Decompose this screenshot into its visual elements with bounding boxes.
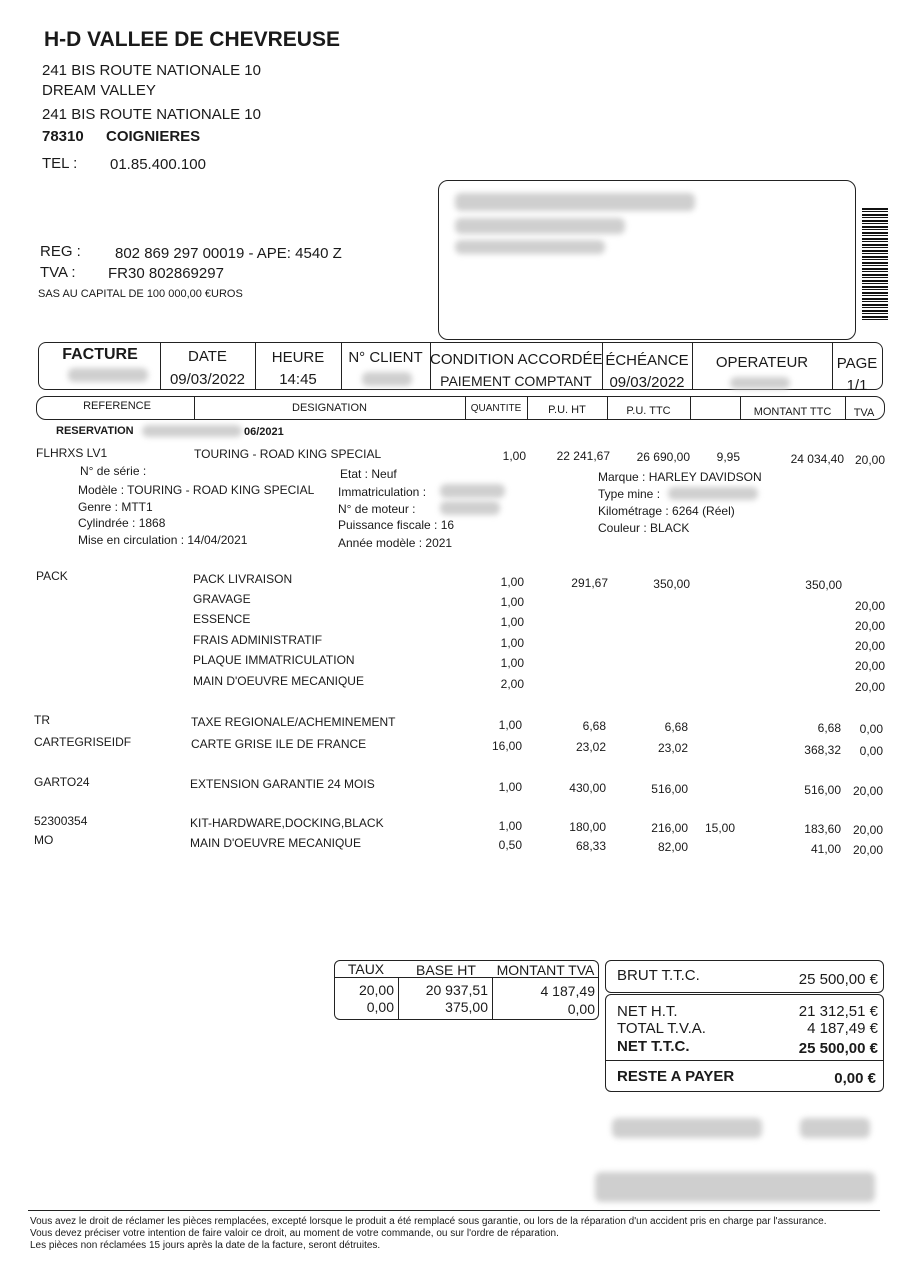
company-city: COIGNIERES <box>106 128 201 145</box>
reg-value: 802 869 297 00019 - APE: 4540 Z <box>115 245 342 262</box>
brut-value: 25 500,00 € <box>798 971 878 988</box>
pack-line-qty: 1,00 <box>500 615 524 629</box>
row-qty: 1,00 <box>498 780 522 794</box>
pack-line-qty: 1,00 <box>500 656 524 670</box>
echeance-label: ÉCHÉANCE <box>605 352 689 369</box>
condition-value: PAIEMENT COMPTANT <box>440 373 592 389</box>
net-ttc-value: 25 500,00 € <box>798 1040 878 1057</box>
vehicle-genre: Genre : MTT1 <box>78 500 153 514</box>
redacted-client-number <box>362 372 412 386</box>
reste-a-payer-value: 0,00 € <box>834 1070 876 1087</box>
company-name: H-D VALLEE DE CHEVREUSE <box>44 28 340 51</box>
row-pu-ht: 68,33 <box>575 839 606 853</box>
col-designation: DESIGNATION <box>292 402 367 414</box>
vehicle-marque: Marque : HARLEY DAVIDSON <box>598 470 762 484</box>
vehicle-montant: 24 034,40 <box>790 452 844 466</box>
redacted-payment-details <box>595 1172 875 1202</box>
tva-label: TVA : <box>40 264 76 281</box>
row-montant: 183,60 <box>804 822 841 836</box>
pack-line-designation: GRAVAGE <box>193 592 251 606</box>
redacted-payment-amount <box>800 1118 870 1138</box>
facture-label: FACTURE <box>62 346 138 363</box>
row-designation: EXTENSION GARANTIE 24 MOIS <box>190 777 375 791</box>
row-qty: 1,00 <box>498 718 522 732</box>
vehicle-remise: 9,95 <box>716 450 740 464</box>
pack-line-qty: 2,00 <box>500 677 524 691</box>
row-designation: KIT-HARDWARE,DOCKING,BLACK <box>190 816 384 830</box>
row-pu-ht: 23,02 <box>575 740 606 754</box>
row-pu-ht: 430,00 <box>569 781 606 795</box>
pack-line-tva: 20,00 <box>854 619 885 633</box>
redacted-immat <box>440 484 505 498</box>
row-tva: 20,00 <box>852 843 883 857</box>
vehicle-type-mine: Type mine : <box>598 487 661 501</box>
vehicle-mise-circulation: Mise en circulation : 14/04/2021 <box>78 533 248 547</box>
client-label: N° CLIENT <box>348 349 423 366</box>
vehicle-immat: Immatriculation : <box>338 485 427 499</box>
tax-row-taux: 0,00 <box>366 999 394 1015</box>
pack-line-tva: 20,00 <box>854 680 885 694</box>
pack-ref: PACK <box>36 569 68 583</box>
row-qty: 16,00 <box>491 739 522 753</box>
condition-label: CONDITION ACCORDÉE <box>430 351 603 368</box>
capital-text: SAS AU CAPITAL DE 100 000,00 €UROS <box>38 288 243 300</box>
company-address-1: 241 BIS ROUTE NATIONALE 10 <box>42 62 261 79</box>
pack-line-montant: 350,00 <box>805 578 842 592</box>
net-ht-label: NET H.T. <box>617 1003 678 1020</box>
date-label: DATE <box>188 348 227 365</box>
tax-header-taux: TAUX <box>347 961 385 977</box>
company-address-2: DREAM VALLEY <box>42 82 156 99</box>
row-remise: 15,00 <box>704 821 735 835</box>
row-qty: 0,50 <box>498 838 522 852</box>
reservation-suffix: 06/2021 <box>244 426 284 438</box>
redacted-payment-info <box>612 1118 762 1138</box>
pack-line-designation: MAIN D'OEUVRE MECANIQUE <box>193 674 364 688</box>
operateur-label: OPERATEUR <box>715 354 809 371</box>
row-tva: 0,00 <box>859 744 883 758</box>
row-pu-ttc: 23,02 <box>657 741 688 755</box>
vehicle-pu-ttc: 26 690,00 <box>636 450 690 464</box>
pack-line-tva: 20,00 <box>854 659 885 673</box>
vehicle-cylindree: Cylindrée : 1868 <box>78 516 166 530</box>
redacted-operator <box>730 377 790 389</box>
pack-line-pu-ttc: 350,00 <box>653 577 690 591</box>
reg-label: REG : <box>40 243 81 260</box>
row-ref: CARTEGRISEIDF <box>34 735 132 749</box>
vehicle-moteur: N° de moteur : <box>338 502 416 516</box>
vehicle-puissance: Puissance fiscale : 16 <box>338 518 455 532</box>
echeance-value: 09/03/2022 <box>609 374 685 391</box>
row-pu-ttc: 82,00 <box>657 840 688 854</box>
row-designation: CARTE GRISE ILE DE FRANCE <box>191 737 367 751</box>
vehicle-serie: N° de série : <box>80 464 147 478</box>
col-pu-ht: P.U. HT <box>548 404 586 416</box>
tva-value: FR30 802869297 <box>108 265 224 282</box>
tel-label: TEL : <box>42 155 78 172</box>
tax-row-montant: 4 187,49 <box>540 983 595 999</box>
row-montant: 6,68 <box>817 721 841 735</box>
footer-line-1: Vous avez le droit de réclamer les pièces remplacées, excepté lorsque le produit a été remplacé sous garantie, ou lors de la réparation d'un accident pris en charge par l'assurance. <box>30 1216 827 1227</box>
redacted-type-mine <box>668 487 758 500</box>
tax-header-base: BASE HT <box>416 962 476 978</box>
row-montant: 368,32 <box>804 743 841 757</box>
pack-line-qty: 1,00 <box>500 636 524 650</box>
page-label: PAGE <box>836 355 878 372</box>
redacted-invoice-number <box>68 368 148 382</box>
row-pu-ht: 6,68 <box>582 719 606 733</box>
brut-label: BRUT T.T.C. <box>617 967 700 984</box>
total-tva-label: TOTAL T.V.A. <box>617 1020 706 1037</box>
pack-line-designation: ESSENCE <box>193 612 251 626</box>
col-pu-ttc: P.U. TTC <box>626 405 671 417</box>
company-address-3: 241 BIS ROUTE NATIONALE 10 <box>42 106 261 123</box>
vehicle-annee: Année modèle : 2021 <box>338 536 453 550</box>
row-ref: 52300354 <box>34 814 88 828</box>
tax-header-montant: MONTANT TVA <box>496 962 595 978</box>
barcode <box>862 208 888 320</box>
row-tva: 20,00 <box>852 784 883 798</box>
col-quantite: QUANTITE <box>470 403 522 414</box>
heure-value: 14:45 <box>279 371 317 388</box>
row-montant: 41,00 <box>810 842 841 856</box>
redacted-moteur <box>440 501 500 515</box>
reservation-label: RESERVATION <box>56 425 134 437</box>
tax-row-base: 375,00 <box>445 999 488 1015</box>
vehicle-modele: Modèle : TOURING - ROAD KING SPECIAL <box>78 483 315 497</box>
vehicle-tva: 20,00 <box>854 453 885 467</box>
redacted-name <box>455 193 695 211</box>
row-tva: 20,00 <box>852 823 883 837</box>
tax-row-taux: 20,00 <box>358 982 394 998</box>
col-reference: REFERENCE <box>83 400 151 412</box>
tax-row-montant: 0,00 <box>567 1001 595 1017</box>
row-pu-ttc: 216,00 <box>651 821 688 835</box>
date-value: 09/03/2022 <box>169 371 246 388</box>
row-ref: TR <box>34 713 50 727</box>
row-designation: MAIN D'OEUVRE MECANIQUE <box>190 836 361 850</box>
pack-line-qty: 1,00 <box>500 595 524 609</box>
col-tva: TVA <box>853 407 875 419</box>
company-postcode: 78310 <box>42 128 84 145</box>
pack-line-designation: PACK LIVRAISON <box>193 572 293 586</box>
vehicle-qty: 1,00 <box>502 449 526 463</box>
footer-line-3: Les pièces non réclamées 15 jours après la date de la facture, seront détruites. <box>30 1240 381 1251</box>
vehicle-pu-ht: 22 241,67 <box>556 449 610 463</box>
row-ref: GARTO24 <box>34 775 90 789</box>
pack-line-tva: 20,00 <box>854 639 885 653</box>
pack-line-designation: PLAQUE IMMATRICULATION <box>193 653 355 667</box>
row-tva: 0,00 <box>859 722 883 736</box>
page-value: 1/1 <box>846 377 868 394</box>
total-tva-value: 4 187,49 € <box>807 1020 878 1037</box>
pack-line-tva: 20,00 <box>854 599 885 613</box>
vehicle-couleur: Couleur : BLACK <box>598 521 690 535</box>
reste-a-payer-label: RESTE A PAYER <box>617 1068 735 1085</box>
vehicle-ref: FLHRXS LV1 <box>36 446 108 460</box>
vehicle-kilometrage: Kilométrage : 6264 (Réel) <box>598 504 735 518</box>
net-ht-value: 21 312,51 € <box>798 1003 878 1020</box>
row-ref: MO <box>34 833 54 847</box>
row-pu-ht: 180,00 <box>569 820 606 834</box>
redacted-reservation <box>142 425 242 437</box>
footer-line-2: Vous devez préciser votre intention de faire valoir ce droit, au moment de votre commande, ou sur l'ordre de réparation. <box>30 1228 559 1239</box>
pack-line-designation: FRAIS ADMINISTRATIF <box>193 633 323 647</box>
redacted-city <box>455 240 605 254</box>
pack-line-qty: 1,00 <box>500 575 524 589</box>
row-designation: TAXE REGIONALE/ACHEMINEMENT <box>191 715 396 729</box>
tax-row-base: 20 937,51 <box>425 982 488 998</box>
row-pu-ttc: 6,68 <box>664 720 688 734</box>
pack-line-pu-ht: 291,67 <box>571 576 608 590</box>
net-ttc-label: NET T.T.C. <box>617 1038 690 1055</box>
row-qty: 1,00 <box>498 819 522 833</box>
redacted-address <box>455 218 625 234</box>
heure-label: HEURE <box>271 349 325 366</box>
col-montant-ttc: MONTANT TTC <box>753 406 832 418</box>
row-montant: 516,00 <box>804 783 841 797</box>
vehicle-designation: TOURING - ROAD KING SPECIAL <box>194 447 382 461</box>
vehicle-etat: Etat : Neuf <box>340 467 397 481</box>
tel-value: 01.85.400.100 <box>110 156 206 173</box>
row-pu-ttc: 516,00 <box>651 782 688 796</box>
